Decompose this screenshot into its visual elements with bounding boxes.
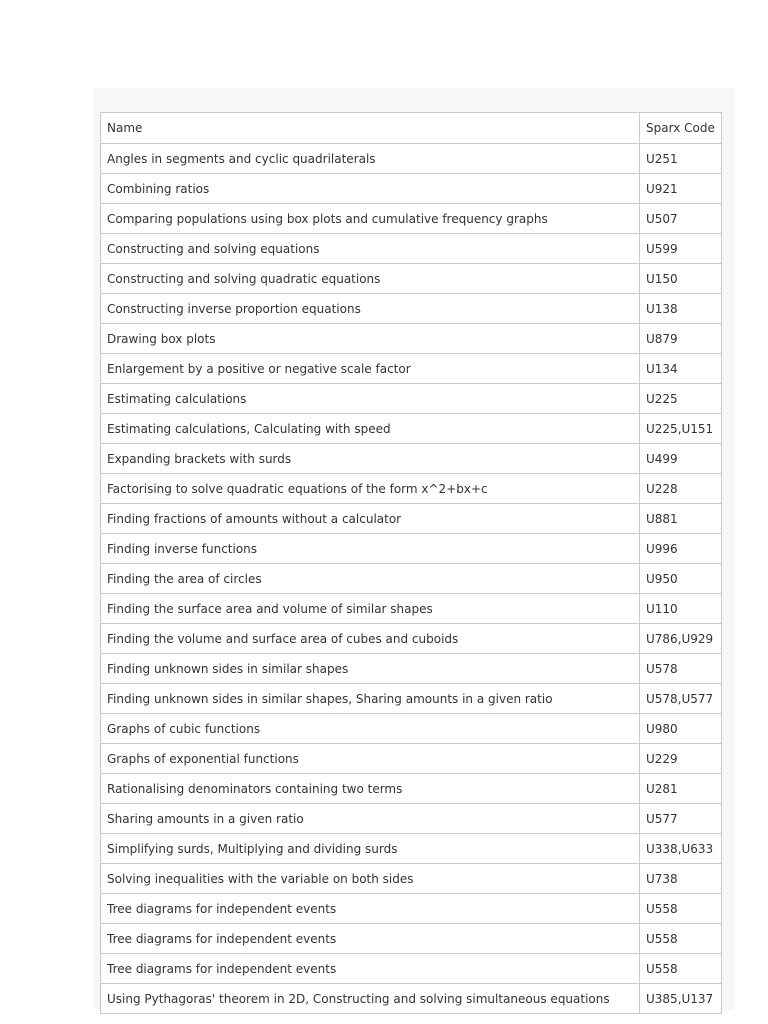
topic-name-cell: Finding inverse functions — [101, 534, 640, 564]
topic-name-cell: Estimating calculations, Calculating with speed — [101, 414, 640, 444]
topic-name-cell: Tree diagrams for independent events — [101, 894, 640, 924]
topic-name-cell: Rationalising denominators containing two terms — [101, 774, 640, 804]
topic-name-cell: Drawing box plots — [101, 324, 640, 354]
topic-name-cell: Estimating calculations — [101, 384, 640, 414]
sparx-code-cell: U738 — [640, 864, 722, 894]
sparx-code-cell: U499 — [640, 444, 722, 474]
table-row — [101, 804, 722, 834]
topic-name-cell: Comparing populations using box plots and cumulative frequency graphs — [101, 204, 640, 234]
sparx-code-cell: U980 — [640, 714, 722, 744]
table-row — [101, 684, 722, 714]
table-row — [101, 384, 722, 414]
topics-table — [100, 112, 722, 1014]
topic-name-cell: Tree diagrams for independent events — [101, 954, 640, 984]
table-row — [101, 954, 722, 984]
sparx-code-cell: U150 — [640, 264, 722, 294]
table-row — [101, 504, 722, 534]
sparx-code-cell: U134 — [640, 354, 722, 384]
table-row — [101, 594, 722, 624]
sparx-code-cell: U251 — [640, 144, 722, 174]
table-row — [101, 414, 722, 444]
table-row — [101, 744, 722, 774]
table-row — [101, 624, 722, 654]
topic-name-cell: Finding unknown sides in similar shapes, Sharing amounts in a given ratio — [101, 684, 640, 714]
table-header-row — [101, 113, 722, 144]
column-header-name: Name — [101, 113, 640, 144]
topic-name-cell: Factorising to solve quadratic equations of the form x^2+bx+c — [101, 474, 640, 504]
table-row — [101, 774, 722, 804]
sparx-code-cell: U281 — [640, 774, 722, 804]
topic-name-cell: Combining ratios — [101, 174, 640, 204]
sparx-code-cell: U225,U151 — [640, 414, 722, 444]
sparx-code-cell: U558 — [640, 954, 722, 984]
topic-name-cell: Finding the surface area and volume of similar shapes — [101, 594, 640, 624]
table-row — [101, 144, 722, 174]
table-row — [101, 534, 722, 564]
table-row — [101, 444, 722, 474]
table-row — [101, 714, 722, 744]
topic-name-cell: Angles in segments and cyclic quadrilaterals — [101, 144, 640, 174]
sparx-code-cell: U996 — [640, 534, 722, 564]
topic-name-cell: Simplifying surds, Multiplying and dividing surds — [101, 834, 640, 864]
table-row — [101, 324, 722, 354]
table-row — [101, 864, 722, 894]
table-row — [101, 654, 722, 684]
topic-name-cell: Finding fractions of amounts without a calculator — [101, 504, 640, 534]
sparx-code-cell: U881 — [640, 504, 722, 534]
topic-name-cell: Sharing amounts in a given ratio — [101, 804, 640, 834]
sparx-code-cell: U578,U577 — [640, 684, 722, 714]
table-row — [101, 564, 722, 594]
table-row — [101, 924, 722, 954]
table-row — [101, 234, 722, 264]
topic-name-cell: Expanding brackets with surds — [101, 444, 640, 474]
topic-name-cell: Finding unknown sides in similar shapes — [101, 654, 640, 684]
table-row — [101, 204, 722, 234]
sparx-code-cell: U338,U633 — [640, 834, 722, 864]
sparx-code-cell: U110 — [640, 594, 722, 624]
topic-name-cell: Finding the volume and surface area of cubes and cuboids — [101, 624, 640, 654]
table-row — [101, 294, 722, 324]
sparx-code-cell: U229 — [640, 744, 722, 774]
sparx-code-cell: U599 — [640, 234, 722, 264]
topic-name-cell: Tree diagrams for independent events — [101, 924, 640, 954]
sparx-code-cell: U578 — [640, 654, 722, 684]
sparx-code-cell: U921 — [640, 174, 722, 204]
sparx-code-cell: U228 — [640, 474, 722, 504]
column-header-sparx-code: Sparx Code — [640, 113, 722, 144]
sparx-code-cell: U558 — [640, 924, 722, 954]
sparx-code-cell: U577 — [640, 804, 722, 834]
table-row — [101, 474, 722, 504]
topic-name-cell: Constructing inverse proportion equations — [101, 294, 640, 324]
topic-name-cell: Enlargement by a positive or negative scale factor — [101, 354, 640, 384]
topic-name-cell: Using Pythagoras' theorem in 2D, Constructing and solving simultaneous equations — [101, 984, 640, 1014]
topic-name-cell: Constructing and solving quadratic equations — [101, 264, 640, 294]
topic-name-cell: Finding the area of circles — [101, 564, 640, 594]
sparx-code-cell: U879 — [640, 324, 722, 354]
sparx-code-cell: U558 — [640, 894, 722, 924]
table-row — [101, 894, 722, 924]
table-row — [101, 174, 722, 204]
sparx-code-cell: U138 — [640, 294, 722, 324]
table-row — [101, 264, 722, 294]
table-body — [101, 144, 722, 1014]
sparx-code-cell: U225 — [640, 384, 722, 414]
sparx-code-cell: U507 — [640, 204, 722, 234]
table-row — [101, 834, 722, 864]
topic-name-cell: Graphs of exponential functions — [101, 744, 640, 774]
sparx-code-cell: U950 — [640, 564, 722, 594]
topic-name-cell: Graphs of cubic functions — [101, 714, 640, 744]
topic-name-cell: Constructing and solving equations — [101, 234, 640, 264]
topic-name-cell: Solving inequalities with the variable on both sides — [101, 864, 640, 894]
sparx-code-cell: U786,U929 — [640, 624, 722, 654]
sparx-code-cell: U385,U137 — [640, 984, 722, 1014]
table-row — [101, 354, 722, 384]
table-row — [101, 984, 722, 1014]
